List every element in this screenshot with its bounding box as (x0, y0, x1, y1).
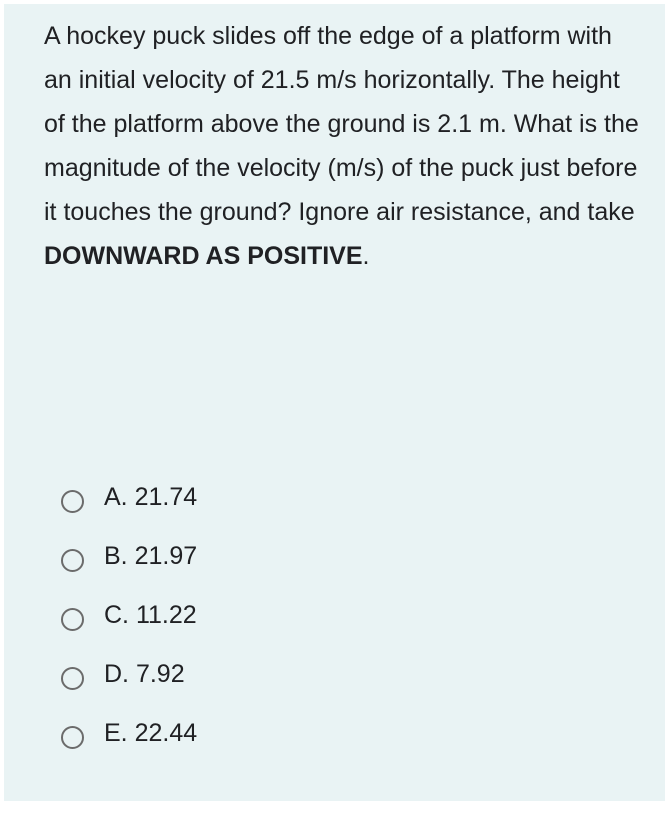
option-label: B. 21.97 (104, 542, 198, 570)
question-card (4, 4, 665, 801)
option-a[interactable] (61, 468, 197, 527)
option-e[interactable] (61, 704, 197, 763)
question-end: . (362, 242, 370, 270)
option-c[interactable] (61, 586, 197, 645)
option-label: E. 22.44 (104, 719, 198, 747)
radio-button-icon[interactable] (61, 608, 84, 631)
radio-button-icon[interactable] (61, 490, 84, 513)
radio-button-icon[interactable] (61, 726, 84, 749)
radio-button-icon[interactable] (61, 549, 84, 572)
question-text (44, 14, 644, 278)
question-emphasis: DOWNWARD AS POSITIVE (44, 242, 363, 270)
option-d[interactable] (61, 645, 197, 704)
question-body: A hockey puck slides off the edge of a platform with an initial velocity of 21.5 m/s horizontally. The height of the platform above the ground is 2.1 m. What is the magnitude of the velocity (m/s) of the puck just before it touches the ground? Ignore air resistance, and take (44, 22, 639, 226)
option-label: D. 7.92 (104, 660, 185, 688)
option-label: C. 11.22 (104, 601, 197, 629)
radio-button-icon[interactable] (61, 667, 84, 690)
answer-options (61, 468, 197, 763)
option-label: A. 21.74 (104, 483, 198, 511)
option-b[interactable] (61, 527, 197, 586)
